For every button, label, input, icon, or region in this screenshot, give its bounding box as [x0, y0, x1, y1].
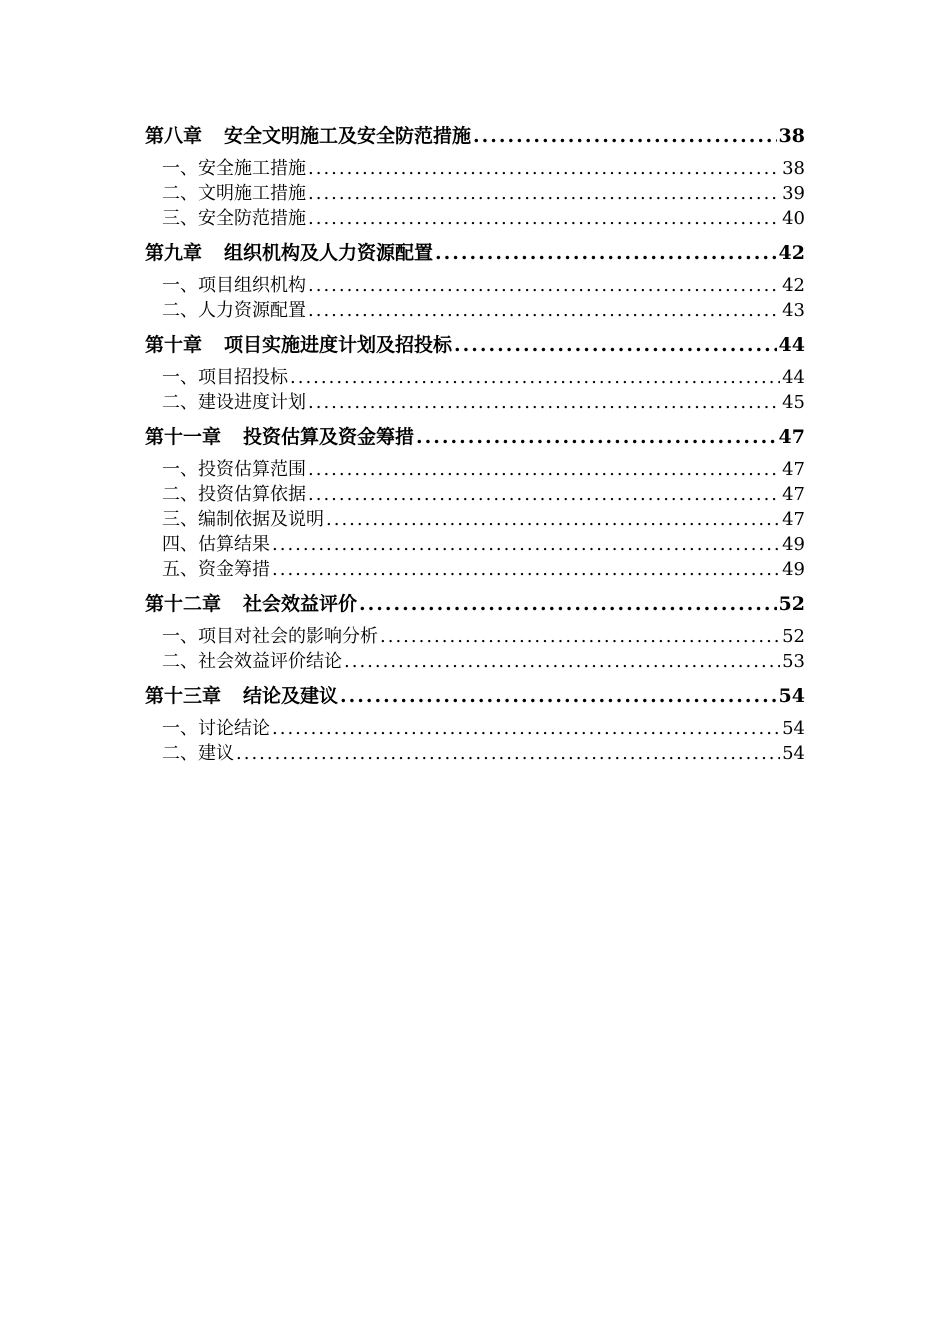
- section-page-number: 47: [782, 459, 805, 480]
- chapter-title: 项目实施进度计划及招投标: [224, 334, 453, 356]
- section-title: 一、项目组织机构: [162, 275, 306, 296]
- section-page-number: 53: [782, 651, 805, 672]
- dot-leader: [344, 649, 780, 674]
- toc-section-entry[interactable]: [145, 557, 805, 582]
- dot-leader: [473, 122, 777, 151]
- section-page-number: 54: [782, 743, 805, 764]
- section-page-number: 52: [782, 626, 805, 647]
- section-page-number: 45: [782, 392, 805, 413]
- toc-section-entry[interactable]: [145, 365, 805, 390]
- chapter-page-number: 52: [778, 593, 805, 615]
- toc-chapter-entry[interactable]: [145, 423, 805, 452]
- toc-chapter: [145, 331, 805, 415]
- toc-section-entry[interactable]: [145, 156, 805, 181]
- table-of-contents: [145, 122, 805, 766]
- section-title: 五、资金筹措: [162, 559, 270, 580]
- toc-chapter-entry[interactable]: [145, 682, 805, 711]
- dot-leader: [272, 716, 780, 741]
- dot-leader: [308, 273, 780, 298]
- section-page-number: 54: [782, 718, 805, 739]
- toc-section-entry[interactable]: [145, 298, 805, 323]
- chapter-number: 第十章: [145, 334, 203, 356]
- toc-section-entry[interactable]: [145, 181, 805, 206]
- dot-leader: [435, 239, 777, 268]
- toc-section-entry[interactable]: [145, 649, 805, 674]
- section-title: 一、项目招投标: [162, 367, 288, 388]
- dot-leader: [308, 298, 780, 323]
- section-page-number: 49: [782, 559, 805, 580]
- section-title: 一、项目对社会的影响分析: [162, 626, 378, 647]
- dot-leader: [236, 741, 780, 766]
- dot-leader: [308, 482, 780, 507]
- chapter-title: 投资估算及资金筹措: [243, 426, 415, 448]
- dot-leader: [380, 624, 780, 649]
- section-page-number: 40: [782, 208, 805, 229]
- chapter-number: 第十三章: [145, 685, 222, 707]
- section-page-number: 47: [782, 484, 805, 505]
- dot-leader: [454, 331, 777, 360]
- chapter-page-number: 54: [778, 685, 805, 707]
- chapter-number: 第九章: [145, 242, 203, 264]
- toc-section-entry[interactable]: [145, 624, 805, 649]
- section-title: 二、投资估算依据: [162, 484, 306, 505]
- toc-chapter: [145, 423, 805, 582]
- toc-section-entry[interactable]: [145, 507, 805, 532]
- chapter-page-number: 47: [778, 426, 805, 448]
- section-page-number: 43: [782, 300, 805, 321]
- dot-leader: [308, 156, 780, 181]
- toc-section-entry[interactable]: [145, 716, 805, 741]
- toc-section-entry[interactable]: [145, 273, 805, 298]
- toc-section-entry[interactable]: [145, 390, 805, 415]
- section-page-number: 49: [782, 534, 805, 555]
- section-title: 二、建议: [162, 743, 234, 764]
- toc-chapter: [145, 682, 805, 766]
- section-page-number: 44: [782, 367, 805, 388]
- toc-chapter: [145, 239, 805, 323]
- section-title: 四、估算结果: [162, 534, 270, 555]
- section-title: 二、文明施工措施: [162, 183, 306, 204]
- section-title: 三、安全防范措施: [162, 208, 306, 229]
- chapter-page-number: 42: [778, 242, 805, 264]
- dot-leader: [308, 181, 780, 206]
- section-page-number: 38: [782, 158, 805, 179]
- chapter-number: 第十二章: [145, 593, 222, 615]
- toc-section-entry[interactable]: [145, 532, 805, 557]
- section-page-number: 42: [782, 275, 805, 296]
- section-title: 二、社会效益评价结论: [162, 651, 342, 672]
- dot-leader: [290, 365, 780, 390]
- dot-leader: [272, 557, 780, 582]
- dot-leader: [359, 590, 777, 619]
- toc-section-entry[interactable]: [145, 741, 805, 766]
- section-title: 一、投资估算范围: [162, 459, 306, 480]
- toc-chapter-entry[interactable]: [145, 122, 805, 151]
- chapter-title: 安全文明施工及安全防范措施: [224, 125, 472, 147]
- dot-leader: [308, 390, 780, 415]
- section-page-number: 47: [782, 509, 805, 530]
- section-title: 一、讨论结论: [162, 718, 270, 739]
- toc-chapter: [145, 122, 805, 231]
- section-title: 二、建设进度计划: [162, 392, 306, 413]
- chapter-page-number: 44: [778, 334, 805, 356]
- toc-chapter-entry[interactable]: [145, 590, 805, 619]
- dot-leader: [272, 532, 780, 557]
- chapter-title: 社会效益评价: [243, 593, 358, 615]
- toc-chapter-entry[interactable]: [145, 331, 805, 360]
- section-title: 一、安全施工措施: [162, 158, 306, 179]
- dot-leader: [416, 423, 777, 452]
- chapter-number: 第八章: [145, 125, 203, 147]
- chapter-title: 结论及建议: [243, 685, 339, 707]
- chapter-page-number: 38: [778, 125, 805, 147]
- chapter-title: 组织机构及人力资源配置: [224, 242, 434, 264]
- toc-section-entry[interactable]: [145, 206, 805, 231]
- section-title: 二、人力资源配置: [162, 300, 306, 321]
- toc-chapter-entry[interactable]: [145, 239, 805, 268]
- toc-chapter: [145, 590, 805, 674]
- dot-leader: [326, 507, 780, 532]
- section-title: 三、编制依据及说明: [162, 509, 324, 530]
- toc-section-entry[interactable]: [145, 457, 805, 482]
- section-page-number: 39: [782, 183, 805, 204]
- chapter-number: 第十一章: [145, 426, 222, 448]
- dot-leader: [308, 457, 780, 482]
- toc-section-entry[interactable]: [145, 482, 805, 507]
- dot-leader: [340, 682, 777, 711]
- dot-leader: [308, 206, 780, 231]
